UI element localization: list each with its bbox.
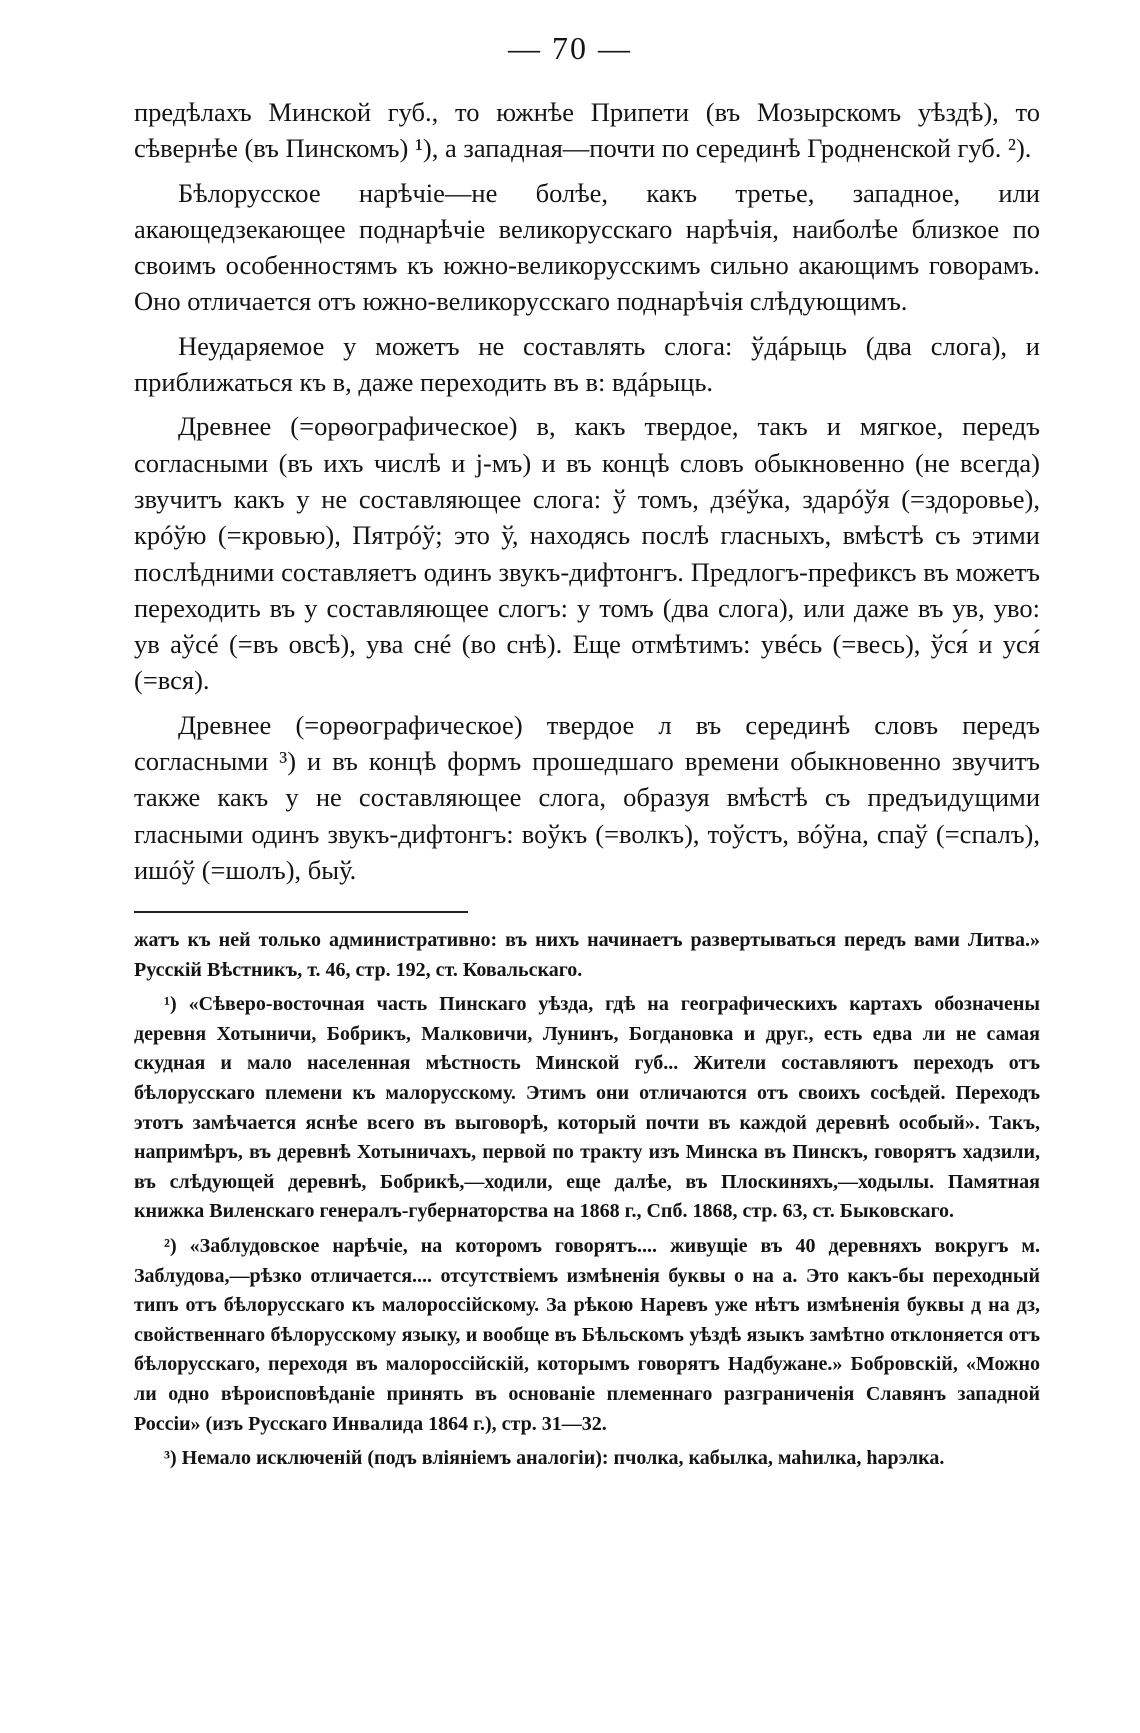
body-paragraph-5: Древнее (=орѳографическое) твердое л въ серединѣ словъ передъ согласными ³) и въ концѣ формъ прошедшаго времени обыкновенно звучитъ также какъ у не составляющее слога, образуя вмѣстѣ съ предъидущими гласными одинъ звукъ-дифтонгъ: воўкъ (=волкъ), тоўстъ, вóўна, спаў (=спалъ), ишóў (=шолъ), быў. bbox=[134, 709, 1040, 885]
footnote-2: ²) «Заблудовское нарѣчіе, на которомъ говорятъ.... живущіе въ 40 деревняхъ вокругъ м. Заблудова,—рѣзко отличается.... отсутствіемъ измѣненія буквы о на а. Это какъ-бы переходный типъ отъ бѣлорусскаго къ малороссійскому. За рѣкою Наревъ уже нѣтъ измѣненія буквы д на дз, свойственнаго бѣлорусскому языку, и вообще въ Бѣльскомъ уѣздѣ языкъ замѣтно отклоняется отъ бѣлорусскаго, переходя въ малороссійскій, которымъ говорятъ Надбужане.» Бобровскій, «Можно ли одно вѣроисповѣданіе принять въ основаніе племеннаго разграниченія Славянъ западной Россіи» (изъ Русскаго Инвалида 1864 г.), стр. 31—32. bbox=[134, 1234, 1040, 1435]
footnote-continuation: жатъ къ ней только административно: въ нихъ начинаетъ развертываться передъ вами Литва.» Русскій Вѣстникъ, т. 46, стр. 192, ст. Ковальскаго. bbox=[134, 929, 1040, 981]
footnote-3: ³) Немало исключеній (подъ вліяніемъ аналогіи): пчолка, кабылка, маһилка, һарэлка. bbox=[164, 1447, 945, 1470]
body-paragraph-4: Древнее (=орѳографическое) в, какъ твердое, такъ и мягкое, передъ согласными (въ ихъ числѣ и j-мъ) и въ концѣ словъ обыкновенно (не всегда) звучитъ какъ у не составляющее слога: ў томъ, дзéўка, здарóўя (=здоровье), крóўю (=кровью), Пятрóў; это ў, находясь послѣ гласныхъ, вмѣстѣ съ этими послѣдними составляетъ одинъ звукъ-дифтонгъ. Предлогъ-префиксъ въ можетъ переходить въ у составляющее слогъ: у томъ (два слога), или даже въ ув, уво: ув аўсé (=въ овсѣ), ува снé (во снѣ). Еще отмѣтимъ: увéсь (=весь), ўся́ и уся́ (=вся). bbox=[134, 411, 1040, 696]
body-paragraph-1: предѣлахъ Минской губ., то южнѣе Припети (въ Мозырскомъ уѣздѣ), то сѣвернѣе (въ Пинскомъ) ¹), а западная—почти по серединѣ Гродненской губ. ²). bbox=[134, 97, 1040, 164]
footnotes bbox=[134, 926, 1040, 1479]
footnote-1: ¹) «Сѣверо-восточная часть Пинскаго уѣзда, гдѣ на географическихъ картахъ обозначены деревня Хотыничи, Бобрикъ, Малковичи, Лунинъ, Богдановка и друг., есть едва ли не самая скудная и мало населенная мѣстность Минской губ... Жители составляютъ переходъ отъ бѣлорусскаго племени къ малорусскому. Этимъ они отличаются отъ своихъ сосѣдей. Переходъ этотъ замѣчается яснѣе всего въ выговорѣ, который почти въ каждой деревнѣ особый». Такъ, напримѣръ, въ деревнѣ Хотыничахъ, первой по тракту изъ Минска въ Пинскъ, говорятъ хадзили, въ слѣдующей деревнѣ, Бобрикѣ,—ходили, еще далѣе, въ Плоскиняхъ,—ходылы. Памятная книжка Виленскаго генералъ-губернаторства на 1868 г., Спб. 1868, стр. 63, ст. Быковскаго. bbox=[134, 993, 1040, 1223]
main-text bbox=[134, 94, 1040, 896]
page-number: — 70 — bbox=[508, 30, 632, 66]
body-paragraph-3: Неударяемое у можетъ не составлять слога: ўдáрыць (два слога), и приближаться къ в, даже переходить въ в: вдáрыць. bbox=[134, 330, 1040, 398]
body-paragraph-2: Бѣлорусское нарѣчіе—не болѣе, какъ третье, западное, или акающедзекающее поднарѣчіе великорусскаго нарѣчія, наиболѣе близкое по своимъ особенностямъ къ южно-великорусскимъ сильно акающимъ говорамъ. Оно отличается отъ южно-великорусскаго поднарѣчія слѣдующимъ. bbox=[134, 177, 1040, 317]
footnote-separator bbox=[134, 911, 468, 913]
